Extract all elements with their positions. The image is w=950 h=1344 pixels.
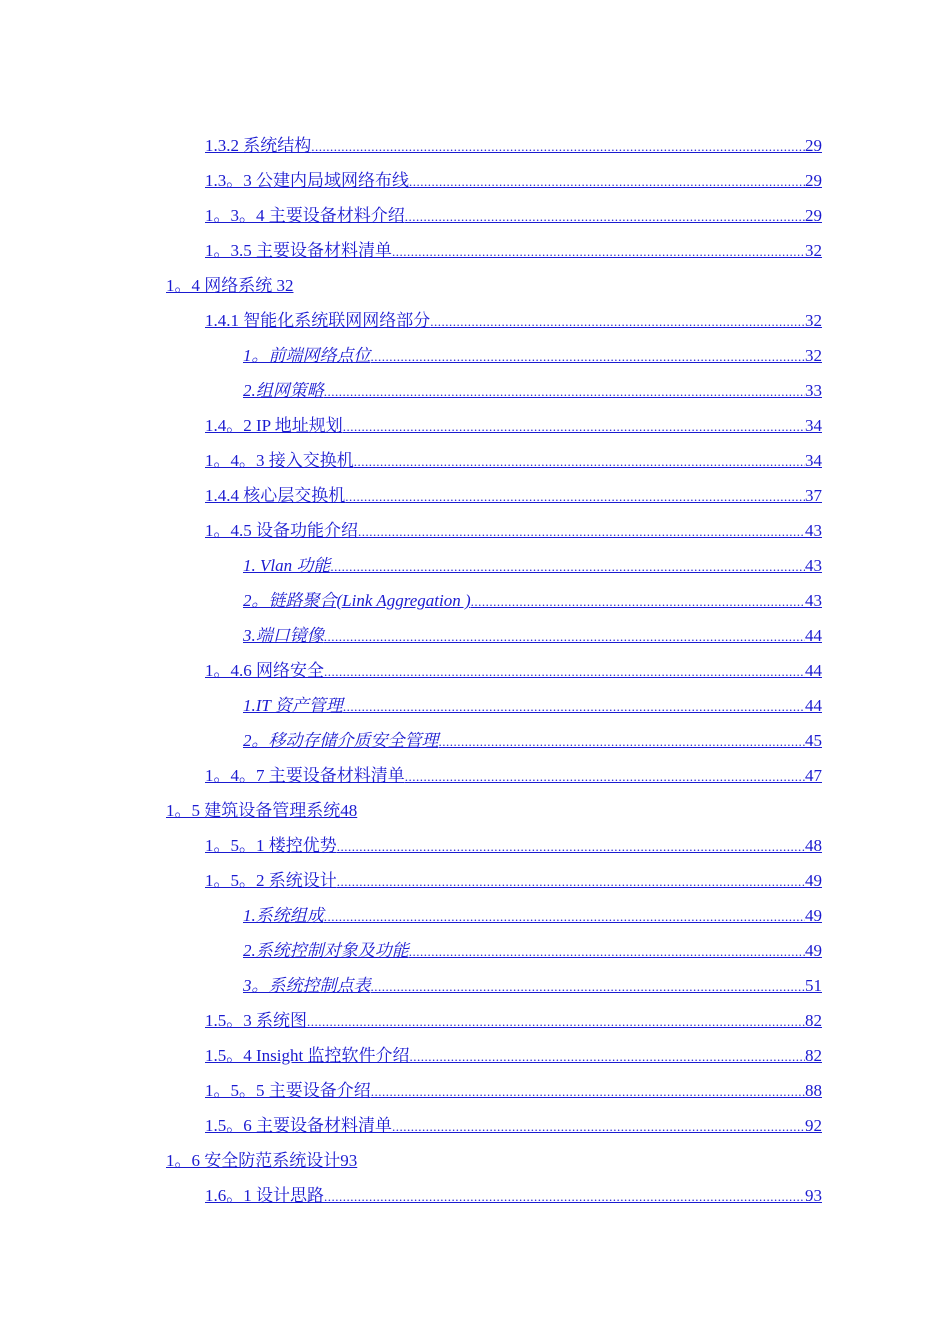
toc-entry[interactable] xyxy=(0,1108,950,1143)
toc-entry-title: 1.6。1 设计思路 xyxy=(205,1186,324,1205)
toc-entry[interactable] xyxy=(0,1003,950,1038)
toc-page-number: 29 xyxy=(805,171,822,190)
toc-dot-leader xyxy=(409,164,805,199)
toc-entry-title: 1。4.5 设备功能介绍 xyxy=(205,521,358,540)
toc-page-number: 47 xyxy=(805,766,822,785)
toc-page-number: 32 xyxy=(276,276,294,295)
toc-dot-leader xyxy=(343,409,805,444)
toc-page-number: 82 xyxy=(805,1011,822,1030)
toc-entry-title: 1.3.2 系统结构 xyxy=(205,136,312,155)
toc-page-number: 49 xyxy=(805,906,822,925)
toc-dot-leader xyxy=(392,234,805,269)
toc-entry-title: 1.5。6 主要设备材料清单 xyxy=(205,1116,392,1135)
toc-entry[interactable] xyxy=(0,793,950,828)
toc-entry[interactable] xyxy=(0,863,950,898)
toc-entry[interactable] xyxy=(0,968,950,1003)
toc-page-number: 43 xyxy=(805,591,822,610)
toc-page-number: 44 xyxy=(805,696,822,715)
toc-page-number: 32 xyxy=(805,241,822,260)
toc-entry-title: 1. Vlan 功能 xyxy=(243,556,331,575)
toc-entry[interactable] xyxy=(0,1038,950,1073)
toc-page-number: 82 xyxy=(805,1046,822,1065)
toc-page-number: 32 xyxy=(805,311,822,330)
toc-dot-leader xyxy=(324,619,805,654)
toc-entry[interactable] xyxy=(0,1073,950,1108)
toc-page-number: 48 xyxy=(805,836,822,855)
toc-entry-title: 1。4。7 主要设备材料清单 xyxy=(205,766,405,785)
toc-entry[interactable] xyxy=(0,898,950,933)
toc-entry-title: 1.5。4 Insight 监控软件介绍 xyxy=(205,1046,410,1065)
toc-entry-title: 1。4 网络系统 xyxy=(166,276,277,295)
toc-page-number: 49 xyxy=(805,871,822,890)
toc-entry[interactable] xyxy=(0,303,950,338)
toc-entry-title: 2.系统控制对象及功能 xyxy=(243,941,409,960)
toc-entry-title: 1。5。2 系统设计 xyxy=(205,871,337,890)
toc-dot-leader xyxy=(330,549,805,584)
toc-page-number: 92 xyxy=(805,1116,822,1135)
toc-dot-leader xyxy=(471,584,805,619)
toc-dot-leader xyxy=(371,1074,805,1109)
toc-entry[interactable] xyxy=(0,583,950,618)
toc-entry-title: 2。链路聚合(Link Aggregation ) xyxy=(243,591,471,610)
toc-page-number: 43 xyxy=(805,556,822,575)
toc-entry[interactable] xyxy=(0,933,950,968)
toc-entry[interactable] xyxy=(0,828,950,863)
toc-page-number: 33 xyxy=(805,381,822,400)
toc-entry[interactable] xyxy=(0,513,950,548)
toc-dot-leader xyxy=(345,479,805,514)
toc-entry[interactable] xyxy=(0,408,950,443)
toc-dot-leader xyxy=(337,864,805,899)
toc-dot-leader xyxy=(439,724,806,759)
toc-dot-leader xyxy=(307,1004,805,1039)
toc-entry-title: 1。5。1 楼控优势 xyxy=(205,836,337,855)
toc-entry-title: 2.组网策略 xyxy=(243,381,324,400)
toc-page-number: 37 xyxy=(805,486,822,505)
toc-page-number: 29 xyxy=(805,206,822,225)
toc-entry-title: 1。6 安全防范系统设计 xyxy=(166,1151,341,1170)
toc-entry[interactable] xyxy=(0,268,950,303)
toc-dot-leader xyxy=(343,689,805,724)
toc-page-number: 43 xyxy=(805,521,822,540)
toc-entry-title: 1。前端网络点位 xyxy=(243,346,371,365)
toc-page-number: 49 xyxy=(805,941,822,960)
toc-entry[interactable] xyxy=(0,478,950,513)
toc-page-number: 44 xyxy=(805,626,822,645)
toc-page-number: 88 xyxy=(805,1081,822,1100)
table-of-contents xyxy=(0,128,950,1213)
toc-entry-title: 1.4.1 智能化系统联网网络部分 xyxy=(205,311,431,330)
toc-page-number: 32 xyxy=(805,346,822,365)
toc-entry-title: 3.端口镜像 xyxy=(243,626,324,645)
toc-entry-title: 1.5。3 系统图 xyxy=(205,1011,307,1030)
toc-entry[interactable] xyxy=(0,338,950,373)
toc-dot-leader xyxy=(324,1179,805,1214)
toc-dot-leader xyxy=(311,129,805,164)
toc-entry-title: 1.系统组成 xyxy=(243,906,324,925)
toc-page-number: 51 xyxy=(805,976,822,995)
toc-dot-leader xyxy=(430,304,805,339)
toc-entry[interactable] xyxy=(0,128,950,163)
toc-dot-leader xyxy=(405,199,805,234)
toc-entry-title: 1。5。5 主要设备介绍 xyxy=(205,1081,371,1100)
toc-entry[interactable] xyxy=(0,688,950,723)
toc-entry[interactable] xyxy=(0,548,950,583)
toc-entry[interactable] xyxy=(0,373,950,408)
toc-entry-title: 1。4。3 接入交换机 xyxy=(205,451,354,470)
toc-entry-title: 1.4。2 IP 地址规划 xyxy=(205,416,343,435)
toc-dot-leader xyxy=(392,1109,805,1144)
toc-page-number: 45 xyxy=(805,731,822,750)
toc-entry-title: 1。5 建筑设备管理系统 xyxy=(166,801,341,820)
toc-page-number: 34 xyxy=(805,451,822,470)
toc-page-number: 48 xyxy=(340,801,358,820)
toc-entry-title: 1.3。3 公建内局域网络布线 xyxy=(205,171,409,190)
toc-dot-leader xyxy=(358,514,805,549)
toc-page-number: 29 xyxy=(805,136,822,155)
toc-entry-title: 1。3.5 主要设备材料清单 xyxy=(205,241,392,260)
toc-entry-title: 1。3。4 主要设备材料介绍 xyxy=(205,206,405,225)
toc-entry-title: 2。移动存储介质安全管理 xyxy=(243,731,439,750)
toc-dot-leader xyxy=(405,759,805,794)
toc-entry[interactable] xyxy=(0,618,950,653)
toc-dot-leader xyxy=(409,1039,805,1074)
toc-dot-leader xyxy=(324,374,805,409)
toc-page-number: 93 xyxy=(340,1151,358,1170)
toc-dot-leader xyxy=(324,654,805,689)
toc-entry-title: 3。系统控制点表 xyxy=(243,976,371,995)
toc-page-number: 34 xyxy=(805,416,822,435)
toc-entry-title: 1。4.6 网络安全 xyxy=(205,661,324,680)
toc-entry[interactable] xyxy=(0,443,950,478)
toc-entry[interactable] xyxy=(0,1143,950,1178)
toc-dot-leader xyxy=(409,934,805,969)
toc-entry[interactable] xyxy=(0,723,950,758)
toc-dot-leader xyxy=(354,444,805,479)
toc-dot-leader xyxy=(371,339,806,374)
toc-entry[interactable] xyxy=(0,233,950,268)
toc-dot-leader xyxy=(324,899,805,934)
toc-page-number: 44 xyxy=(805,661,822,680)
toc-entry-title: 1.4.4 核心层交换机 xyxy=(205,486,346,505)
toc-entry-title: 1.IT 资产管理 xyxy=(243,696,343,715)
toc-entry[interactable] xyxy=(0,758,950,793)
toc-dot-leader xyxy=(337,829,805,864)
toc-entry[interactable] xyxy=(0,163,950,198)
toc-entry[interactable] xyxy=(0,653,950,688)
toc-dot-leader xyxy=(371,969,806,1004)
toc-page-number: 93 xyxy=(805,1186,822,1205)
toc-entry[interactable] xyxy=(0,198,950,233)
toc-entry[interactable] xyxy=(0,1178,950,1213)
